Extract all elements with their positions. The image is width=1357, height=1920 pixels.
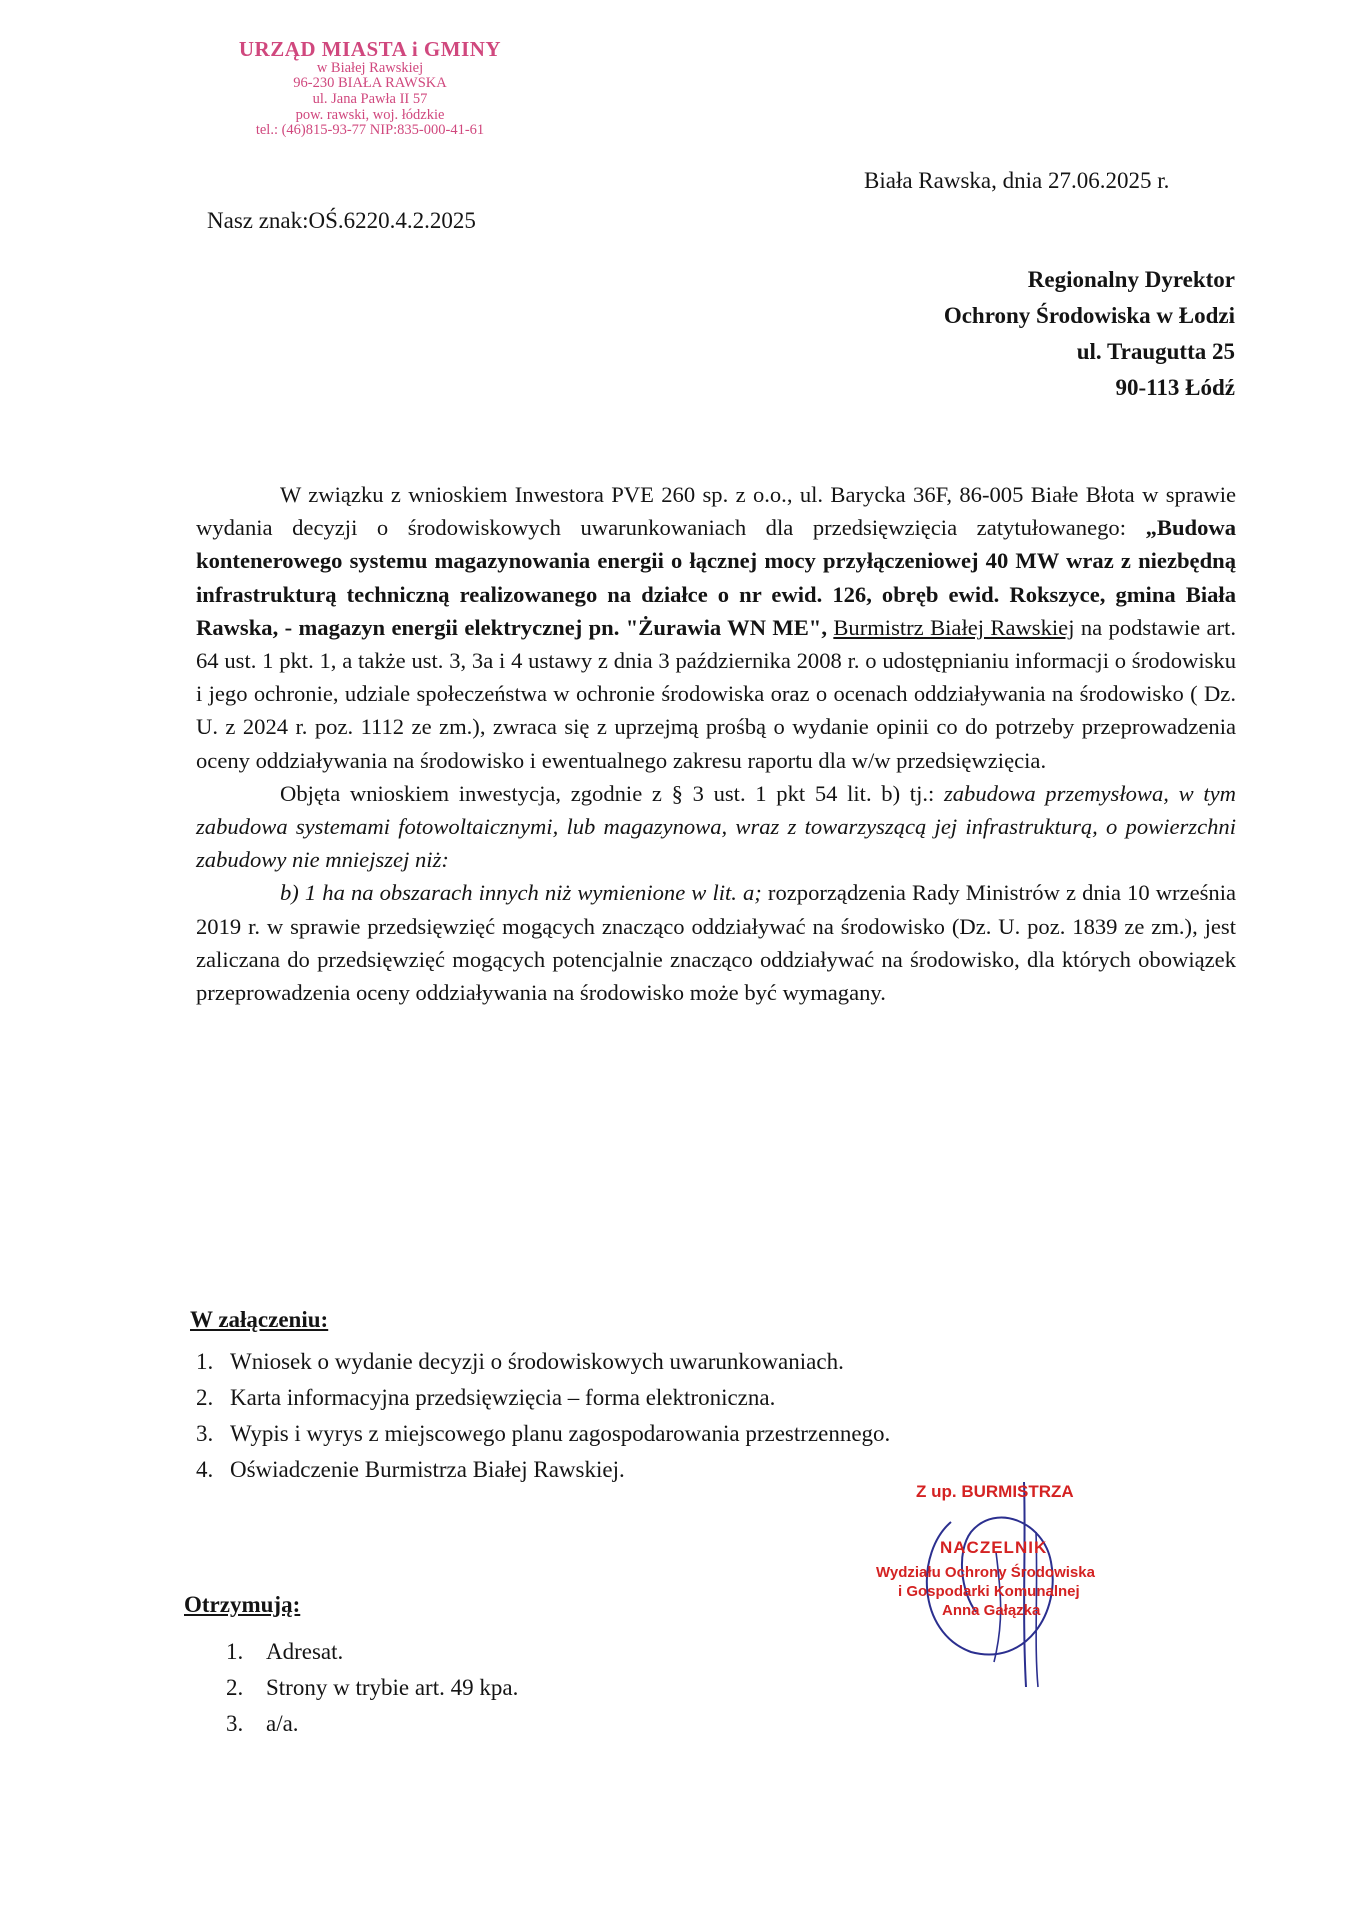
paragraph-regulation-text: rozporządzenia Rady Ministrów z dnia 10 września 2019 r. w sprawie przedsięwzięć mogących znacząco oddziaływać na środowisko (Dz. U. poz. 1839 ze zm.), jest zaliczana do przedsięwzięć mogących potencjalnie znacząco oddziaływać na środowisko, dla których obowiązek przeprowadzenia oceny oddziaływania na środowisko może być wymagany. — [196, 880, 1237, 1006]
paragraph-regulation — [196, 876, 1236, 1009]
list-item — [226, 1670, 518, 1706]
list-item-text: a/a. — [266, 1711, 299, 1736]
list-item-number: 1. — [196, 1349, 214, 1374]
list-item-number: 2. — [196, 1385, 214, 1410]
attachments-list — [196, 1344, 890, 1488]
list-item — [226, 1706, 518, 1742]
list-item-number: 4. — [196, 1457, 214, 1482]
list-item-text: Karta informacyjna przedsięwzięcia – forma elektroniczna. — [230, 1385, 776, 1410]
addressee-line-1: Regionalny Dyrektor — [1027, 267, 1235, 292]
signature-stamp-line-1: Z up. BURMISTRZA — [916, 1482, 1074, 1501]
stamp-line-region: pow. rawski, woj. łódzkie — [295, 106, 445, 123]
list-item-number: 1. — [226, 1639, 244, 1664]
stamp-line-postcode: 96-230 BIAŁA RAWSKA — [293, 75, 447, 92]
stamp-line-contact: tel.: (46)815-93-77 NIP:835-000-41-61 — [255, 122, 485, 139]
stamp-line-town: w Białej Rawskiej — [316, 59, 424, 76]
list-item-text: Wniosek o wydanie decyzji o środowiskowych uwarunkowaniach. — [230, 1349, 844, 1374]
attachments-title: W załączeniu: — [190, 1307, 329, 1332]
addressee-line-2: Ochrony Środowiska w Łodzi — [943, 303, 1235, 328]
paragraph-request-legal: na podstawie art. 64 ust. 1 pkt. 1, a także ust. 3, 3a i 4 ustawy z dnia 3 października 2008 r. o udostępnianiu informacji o środowisku i jego ochronie, udziale społeczeństwa w ochronie środowiska oraz o ocenach oddziaływania na środowisko ( Dz. U. z 2024 r. poz. 1112 ze zm.), zwraca się z uprzejmą prośbą o wydanie opinii co do potrzeby przeprowadzenia oceny oddziaływania na środowisko i ewentualnego zakresu raportu dla w/w przedsięwzięcia. — [196, 614, 1236, 773]
document-date: Biała Rawska, dnia 27.06.2025 r. — [864, 168, 1170, 193]
addressee-line-4: 90-113 Łódź — [1115, 375, 1235, 400]
stamp-line-street: ul. Jana Pawła II 57 — [312, 90, 428, 107]
list-item-text: Strony w trybie art. 49 kpa. — [266, 1675, 519, 1700]
reference-number: Nasz znak:OŚ.6220.4.2.2025 — [207, 208, 476, 233]
list-item-text: Wypis i wyrys z miejscowego planu zagospodarowania przestrzennego. — [230, 1421, 891, 1446]
recipients-title: Otrzymują: — [184, 1592, 301, 1617]
addressee-block — [944, 262, 1235, 406]
list-item — [196, 1344, 890, 1380]
project-title: „Budowa kontenerowego systemu magazynowania energii o łącznej mocy przyłączeniowej 40 MW wraz z niezbędną infrastrukturą techniczną realizowanego na działce o nr ewid. 126, obręb ewid. Rokszyce, gmina Biała Rawska, - magazyn energii elektrycznej pn. "Żurawia WN ME", — [196, 515, 1236, 640]
paragraph-request-intro: W związku z wnioskiem Inwestora PVE 260 sp. z o.o., ul. Barycka 36F, 86-005 Białe Błota w sprawie wydania decyzji o środowiskowych uwarunkowaniach dla przedsięwzięcia zatytułowanego: — [196, 482, 1236, 541]
letter-body — [196, 478, 1236, 1009]
recipients-list — [226, 1634, 518, 1742]
list-item-text: Adresat. — [266, 1639, 344, 1664]
list-item-number: 2. — [226, 1675, 244, 1700]
mayor-name: Burmistrz Białej Rawskiej — [833, 614, 1075, 640]
list-item — [226, 1634, 518, 1670]
list-item — [196, 1380, 890, 1416]
signature-stamp-line-2: NACZELNIK — [940, 1538, 1048, 1557]
list-item-text: Oświadczenie Burmistrza Białej Rawskiej. — [230, 1457, 625, 1482]
list-item — [196, 1416, 890, 1452]
signature-stamp — [876, 1482, 1136, 1662]
paragraph-classification-intro: Objęta wnioskiem inwestycja, zgodnie z § 3 ust. 1 pkt 54 lit. b) tj.: — [280, 780, 944, 806]
classification-quote: zabudowa przemysłowa, w tym zabudowa systemami fotowoltaicznymi, lub magazynowa, wraz z towarzyszącą jej infrastrukturą, o powierzchni zabudowy nie mniejszej niż: — [196, 780, 1236, 873]
paragraph-request — [196, 478, 1236, 777]
list-item-number: 3. — [196, 1421, 214, 1446]
list-item — [196, 1452, 890, 1488]
signature-stamp-line-4: i Gospodarki Komunalnej — [898, 1583, 1080, 1600]
paragraph-classification — [196, 777, 1236, 877]
signature-stamp-line-3: Wydziału Ochrony Środowiska — [876, 1564, 1095, 1581]
office-stamp — [200, 38, 540, 139]
list-item-number: 3. — [226, 1711, 244, 1736]
addressee-line-3: ul. Traugutta 25 — [1076, 339, 1235, 364]
stamp-line-office: URZĄD MIASTA i GMINY — [238, 37, 502, 61]
regulation-quote: b) 1 ha na obszarach innych niż wymienione w lit. a; — [280, 880, 762, 906]
signature-stamp-line-5: Anna Gałązka — [942, 1602, 1041, 1619]
